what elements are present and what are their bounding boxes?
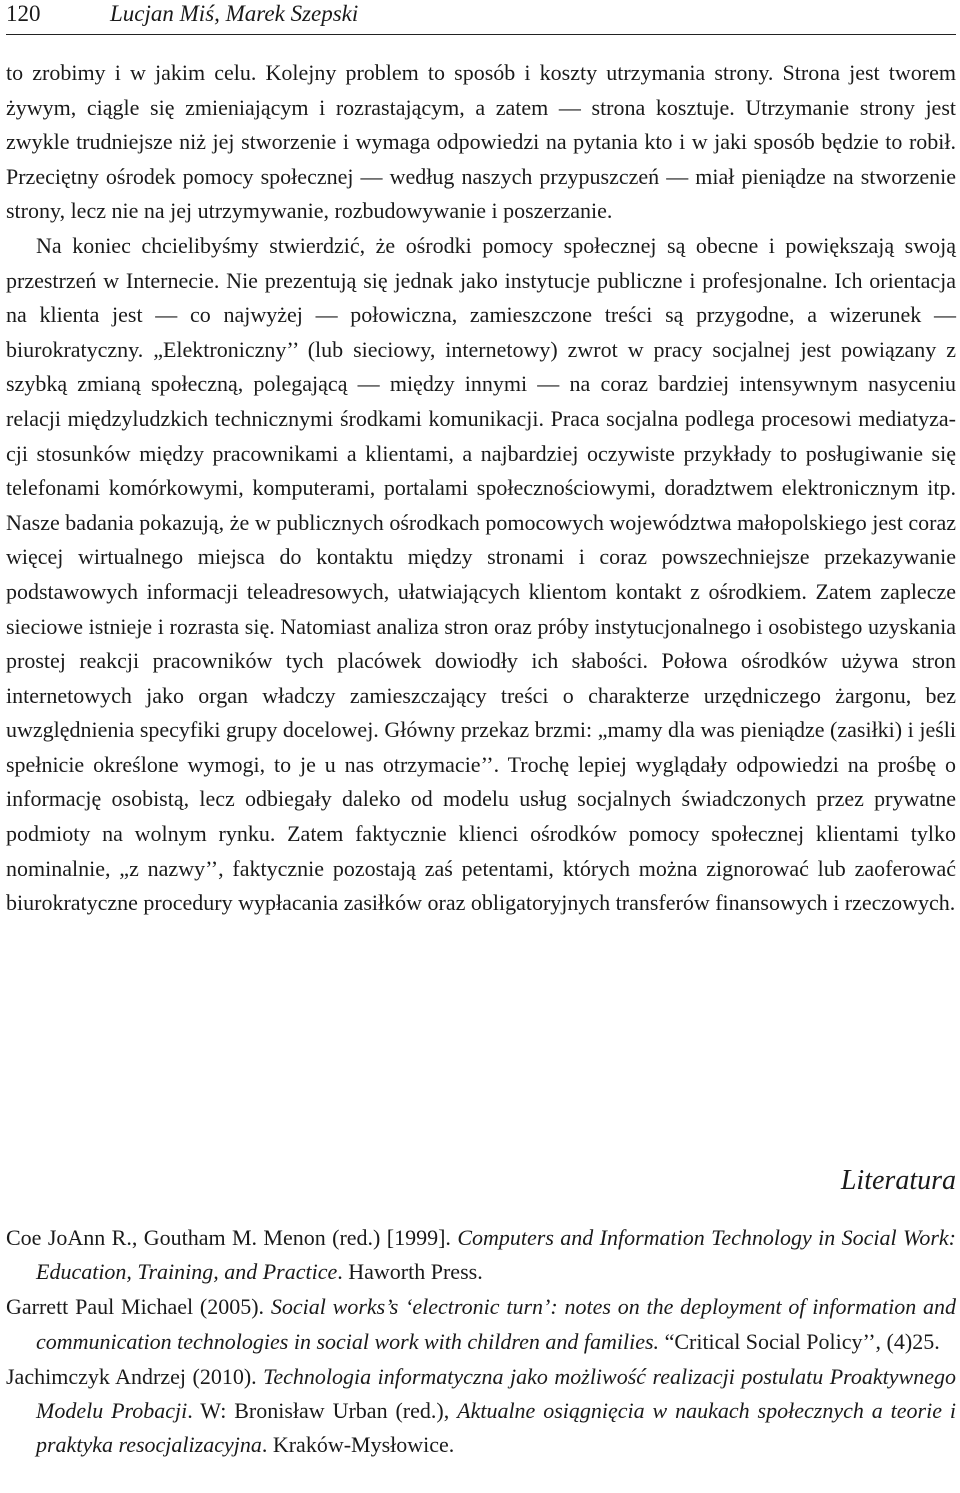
running-header [6,0,956,35]
body-text [6,56,956,921]
reference-item [6,1221,956,1289]
reference-list [6,1221,956,1462]
reference-book-title: Aktualne osiągnięcia w naukach społecznych a teorie i praktyka resocjalizacyjna [36,1398,956,1458]
reference-authors: Coe JoAnn R., Goutham M. Menon (red.) [1999]. [6,1225,458,1250]
reference-editor: . W: Bronisław Urban (red.), [187,1398,458,1424]
section-heading: Literatura [840,1165,956,1196]
reference-title: Social works’s ‘electronic turn’: notes on the deployment of information and communication technologies in social work with children and families. [36,1294,957,1354]
paragraph: to zrobimy i w jakim celu. Kolejny problem to sposób i koszty utrzymania strony. Strona jest tworem żywym, ciągle się zmieniającym i rozrastającym, a zatem — strona kosztuje. Utrzymanie strony jest zwykle trudniejsze niż jej stworzenie i wymaga odpowiedzi na pytania kto i w jaki sposób będzie to robił. Przeciętny ośrodek pomocy społecznej — według naszych przypuszczeń — miał pieniądze na stworzenie strony, lecz nie na jej utrzymywanie, rozbudowywanie i poszerzanie. [6,60,956,224]
running-authors: Lucjan Miś, Marek Szepski [110,1,359,26]
reference-title: Technologia informatyczna jako możliwość realizacji postulatu Proaktywnego Modelu Probacji [36,1363,956,1424]
paragraph: Na koniec chcielibyśmy stwierdzić, że ośrodki pomocy społecznej są obecne i powiększają swoją przestrzeń w Internecie. Nie prezentują się jednak jako instytucje publiczne i profesjonalne. Ich orientacja na klienta jest — co najwyżej — połowiczna, zamieszczone treści są przygodne, a wizerunek — biurokratyczny. „Elektroniczny’’ (lub sieciowy, internetowy) zwrot w pracy socjalnej jest powiązany z szybką zmianą społeczną, polegającą — między innymi — na coraz bardziej intensywnym nasyceniu relacji międzyludzkich technicznymi środkami komunikacji. Praca socjalna podlega procesowi mediatyzacji stosunków między pracownikami a klientami, a najbardziej oczywiste przykłady to posługiwanie się telefonami komórkowymi, komputerami, portalami społecznościowymi, doradztwem elektronicznym itp. Nasze badania pokazują, że w publicznych ośrodkach pomocowych województwa małopolskiego jest coraz więcej wirtualnego miejsca do kontaktu między stronami i coraz powszechniejsze przekazywanie podstawowych informacji teleadresowych, ułatwiających klientom kontakt z ośrodkiem. Zatem zaplecze sieciowe istnieje i rozrasta się. Natomiast analiza stron oraz próby instytucjonalnego i osobistego uzyskania prostej reakcji pracowników tych placówek dowiodły ich słabości. Połowa ośrodków używa stron internetowych jako organ władczy zamieszczający treści o charakterze urzędniczego żargonu, bez uwzględnienia specyfiki grupy docelowej. Główny przekaz brzmi: „mamy dla was pieniądze (zasiłki) i jeśli spełnicie określone wymogi, to je u nas otrzymacie’’. Trochę lepiej wyglądały odpowiedzi na prośbę o informację osobistą, lecz odbiegały daleko od modelu usług socjalnych świadczonych przez prywatne podmioty na wolnym rynku. Zatem faktycznie klienci ośrodków pomocy społecznej klientami tylko nominalnie, „z nazwy’’, faktycznie pozostają zaś petentami, których można zignorować lub zaoferować biurokratyczne procedury wypłacania zasiłków oraz obligatoryjnych transferów finansowych i rzeczowych. [6,232,956,916]
reference-place: . Kraków-Mysłowice. [261,1432,455,1458]
reference-item [6,1290,956,1358]
reference-source: “Critical Social Policy’’, (4)25. [659,1328,940,1354]
reference-authors: Jachimczyk Andrzej (2010). [6,1363,264,1389]
reference-publisher: . Haworth Press. [337,1259,483,1285]
reference-authors: Garrett Paul Michael (2005). [6,1294,271,1320]
page-number: 120 [6,1,41,26]
reference-title: Computers and Information Technology in Social Work: Education, Training, and Practice [36,1225,956,1285]
reference-item [6,1360,956,1463]
